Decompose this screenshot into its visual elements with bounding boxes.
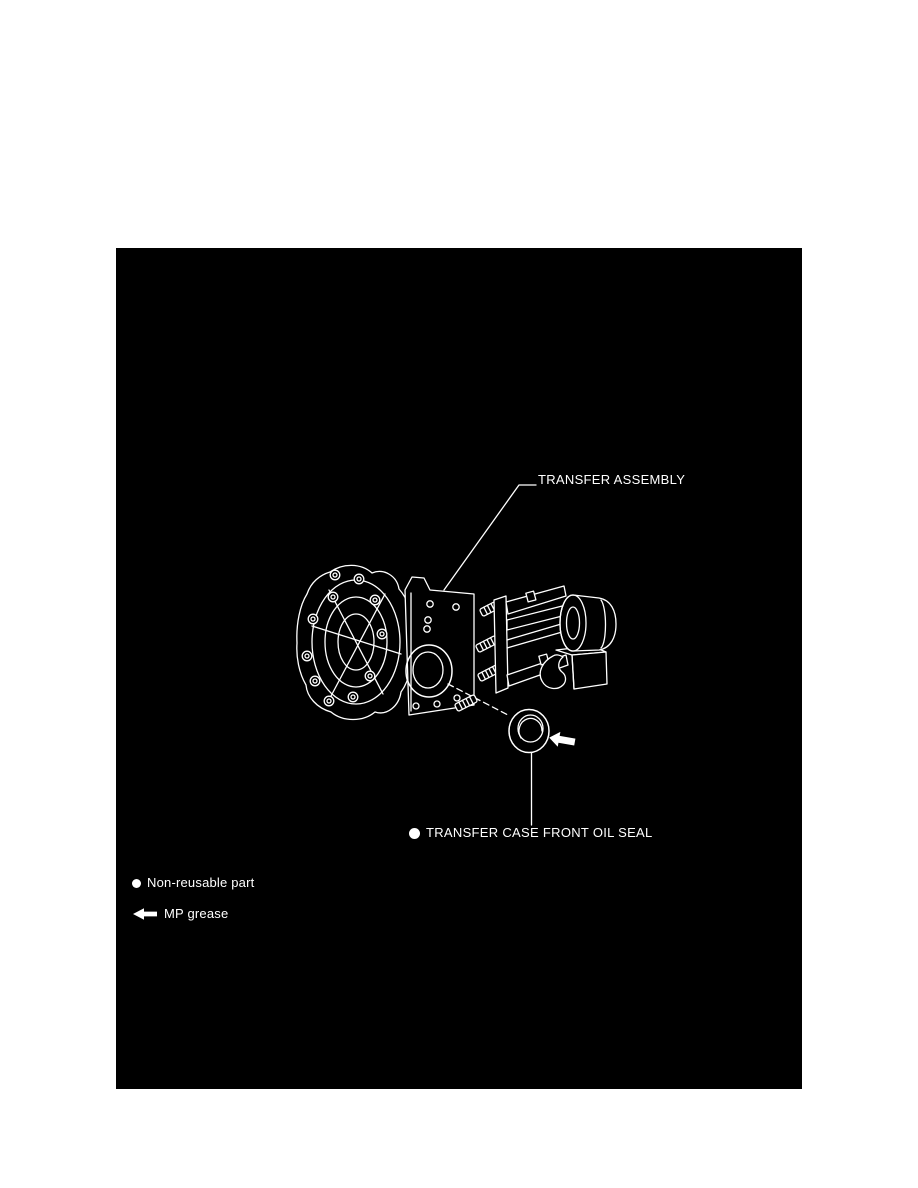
- callout-oil-seal: [409, 825, 653, 841]
- oil-seal-drawing: [509, 710, 549, 753]
- callout-oil-seal-label: TRANSFER CASE FRONT OIL SEAL: [426, 825, 653, 840]
- figure-panel: [116, 248, 802, 1089]
- legend-non-reusable-label: Non-reusable part: [147, 875, 255, 890]
- legend-item-non-reusable: [132, 875, 254, 891]
- callout-transfer-assembly: [538, 472, 685, 488]
- extension-housing-drawing: [494, 586, 616, 693]
- mp-grease-arrow-icon: [132, 907, 158, 921]
- transfer-assembly-drawing: [116, 248, 802, 1089]
- leader-line-assembly: [444, 485, 536, 590]
- non-reusable-bullet-icon: [132, 879, 141, 888]
- mounting-plate-drawing: [405, 577, 474, 715]
- legend-item-mp-grease: [132, 906, 228, 922]
- non-reusable-bullet-icon: [409, 828, 420, 839]
- housing-drawing: [297, 565, 413, 719]
- legend-mp-grease-label: MP grease: [164, 906, 229, 921]
- mp-grease-arrow-icon: [548, 730, 576, 749]
- callout-transfer-assembly-label: TRANSFER ASSEMBLY: [538, 472, 686, 487]
